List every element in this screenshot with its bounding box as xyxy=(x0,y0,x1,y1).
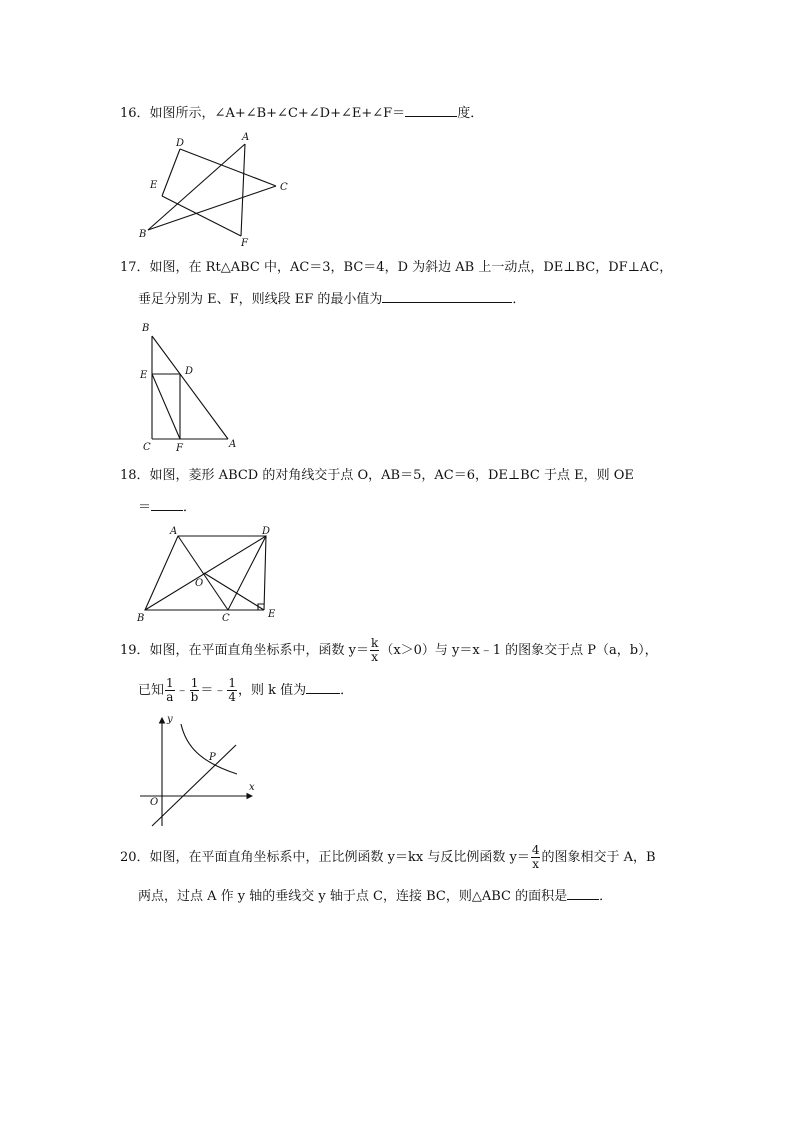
q16-label-E: E xyxy=(150,180,158,191)
q16-text: 如图所示，∠A+∠B+∠C+∠D+∠E+∠F＝ xyxy=(149,106,406,121)
q17-label-E: E xyxy=(140,370,148,381)
q17-text1: 如图，在 Rt△ABC 中，AC＝3，BC＝4，D 为斜边 AB 上一动点，DE⊥BC，DF⊥AC， xyxy=(149,260,673,275)
q19-fraction-1-over-b: $\frac{1}{b}$ xyxy=(190,676,199,704)
q19-equals: ＝﹣ xyxy=(200,683,227,698)
q20-text2-after: ． xyxy=(599,889,613,904)
q19-line-graph xyxy=(152,745,236,826)
q17-label-B: B xyxy=(142,323,150,334)
q20-answer-blank[interactable] xyxy=(567,885,599,900)
q18-label-A: A xyxy=(170,526,178,537)
q18-label-B: B xyxy=(137,613,145,624)
q19-label-x: x xyxy=(249,782,255,793)
q16-text-after: 度． xyxy=(457,106,484,121)
q19-text1-after: （x＞0）与 y＝x﹣1 的图象交于点 P（a，b）， xyxy=(380,643,658,658)
q18-text2: ＝ xyxy=(138,500,152,515)
q18-label-D: D xyxy=(262,526,271,537)
q18-label-O: O xyxy=(195,578,204,589)
q17-text2: 垂足分别为 E、F，则线段 EF 的最小值为 xyxy=(138,292,383,307)
q17-label-F: F xyxy=(176,443,183,454)
q17-label-A: A xyxy=(229,439,237,450)
q19-hyperbola xyxy=(181,724,237,774)
q18-text1: 如图，菱形 ABCD 的对角线交于点 O，AB＝5，AC＝6，DE⊥BC 于点 E，则 OE xyxy=(149,468,634,483)
q16-number: 16． xyxy=(120,106,150,121)
q19-text1: 如图，在平面直角坐标系中，函数 y＝ xyxy=(149,643,370,658)
q20-text2: 两点，过点 A 作 y 轴的垂线交 y 轴于点 C，连接 BC，则△ABC 的面积是 xyxy=(138,889,568,904)
q19-minus: ﹣ xyxy=(175,683,189,698)
q19-label-y: y xyxy=(167,714,173,725)
q16-label-C: C xyxy=(280,182,288,193)
q16-label-A: A xyxy=(242,132,250,143)
q16-label-F: F xyxy=(241,238,248,249)
q17-number: 17． xyxy=(120,260,150,275)
q19-fraction-k-over-x: $\frac{k}{x}$ xyxy=(371,636,379,664)
q20-line1 xyxy=(120,844,656,871)
q20-fraction-4-over-x: $\frac{4}{x}$ xyxy=(531,843,540,871)
q19-label-P: P xyxy=(209,752,216,763)
q18-label-E: E xyxy=(268,609,276,620)
q20-text1: 如图，在平面直角坐标系中，正比例函数 y＝kx 与反比例函数 y＝ xyxy=(149,850,530,865)
q17-label-C: C xyxy=(143,442,151,453)
q19-fraction-1-over-a: $\frac{1}{a}$ xyxy=(166,676,174,704)
q19-text2-a: 已知 xyxy=(138,683,165,698)
q18-number: 18． xyxy=(120,468,150,483)
q19-number: 19． xyxy=(120,643,150,658)
q17-text2-after: ． xyxy=(512,292,526,307)
q16-label-B: B xyxy=(139,229,147,240)
q20-line2 xyxy=(138,885,612,907)
q19-label-O: O xyxy=(150,797,159,808)
q19-text2-end: ． xyxy=(340,683,354,698)
q19-text2-after: ，则 k 值为 xyxy=(238,683,307,698)
q18-text2-after: ． xyxy=(183,500,197,515)
q18-label-C: C xyxy=(222,613,230,624)
q16-label-D: D xyxy=(176,138,185,149)
q17-label-D: D xyxy=(185,366,194,377)
q20-text1-after: 的图象相交于 A，B xyxy=(541,850,656,865)
q19-fraction-1-over-4: $\frac{1}{4}$ xyxy=(228,676,237,704)
q20-number: 20． xyxy=(120,850,150,865)
